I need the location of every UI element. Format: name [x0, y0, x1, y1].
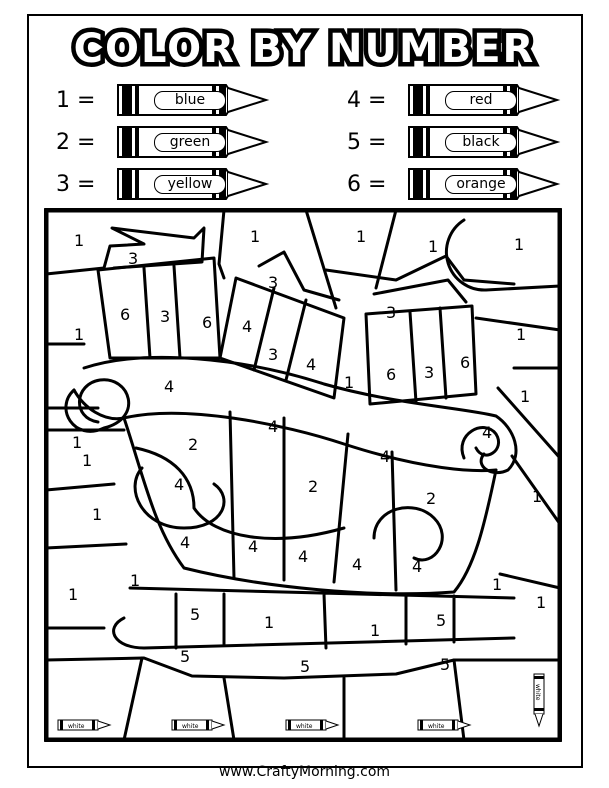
region-number: 4: [248, 537, 259, 556]
key-item-6: [347, 164, 567, 204]
region-number: 1: [492, 575, 503, 594]
region-number: 1: [82, 451, 93, 470]
region-number: 6: [202, 313, 213, 332]
region-number: 4: [352, 555, 363, 574]
region-number: 1: [72, 433, 83, 452]
region-numbers: [68, 227, 546, 676]
crayon-label: white: [68, 723, 85, 730]
region-number: 3: [128, 249, 139, 268]
region-number: 3: [424, 363, 435, 382]
crayon-label: black: [445, 133, 517, 152]
crayon-icon: [407, 124, 567, 160]
region-number: 1: [532, 487, 543, 506]
crayon-label: blue: [154, 91, 226, 110]
website-footer: www.CraftyMorning.com: [218, 764, 391, 780]
region-number: 1: [370, 621, 381, 640]
key-item-5: [347, 122, 567, 162]
region-number: 1: [536, 593, 547, 612]
region-number: 5: [300, 657, 311, 676]
region-number: 1: [344, 373, 355, 392]
crayon-label: yellow: [154, 175, 226, 194]
crayon-label: red: [445, 91, 517, 110]
region-number: 1: [264, 613, 275, 632]
crayon-label: green: [154, 133, 226, 152]
region-number: 1: [428, 237, 439, 256]
region-number: 5: [440, 655, 451, 674]
crayon-label: white: [534, 684, 541, 701]
region-number: 4: [180, 533, 191, 552]
crayon-label: white: [428, 723, 445, 730]
region-number: 3: [386, 303, 397, 322]
key-number: 6 =: [347, 171, 387, 197]
crayon-label: orange: [445, 175, 517, 194]
crayon-icon: [116, 124, 276, 160]
region-number: 1: [68, 585, 79, 604]
region-number: 3: [160, 307, 171, 326]
sleigh-picture: [44, 208, 562, 742]
region-number: 4: [412, 557, 423, 576]
key-item-4: [347, 80, 567, 120]
region-number: 6: [386, 365, 397, 384]
key-number: 4 =: [347, 87, 387, 113]
region-number: 4: [242, 317, 253, 336]
white-crayon-icon: [286, 720, 338, 730]
region-number: 3: [268, 345, 279, 364]
crayon-label: white: [296, 723, 313, 730]
region-number: 1: [516, 325, 527, 344]
crayon-icon: [116, 166, 276, 202]
key-item-1: [56, 80, 276, 120]
region-number: 4: [306, 355, 317, 374]
region-number: 1: [250, 227, 261, 246]
region-number: 4: [174, 475, 185, 494]
white-crayon-icon: [172, 720, 224, 730]
white-crayon-icon: [534, 674, 544, 726]
region-number: 4: [298, 547, 309, 566]
crayon-icon: [407, 166, 567, 202]
page-title: COLOR BY NUMBER: [73, 26, 536, 72]
region-number: 6: [460, 353, 471, 372]
key-number: 3 =: [56, 171, 96, 197]
crayon-label: white: [182, 723, 199, 730]
key-number: 5 =: [347, 129, 387, 155]
region-number: 3: [268, 273, 279, 292]
region-number: 2: [426, 489, 437, 508]
region-number: 1: [92, 505, 103, 524]
region-number: 5: [190, 605, 201, 624]
crayon-icon: [407, 82, 567, 118]
region-number: 5: [436, 611, 447, 630]
key-number: 1 =: [56, 87, 96, 113]
region-number: 1: [514, 235, 525, 254]
region-number: 1: [130, 571, 141, 590]
region-number: 1: [74, 325, 85, 344]
key-item-2: [56, 122, 276, 162]
region-number: 2: [188, 435, 199, 454]
key-item-3: [56, 164, 276, 204]
region-number: 5: [180, 647, 191, 666]
region-number: 4: [164, 377, 175, 396]
key-number: 2 =: [56, 129, 96, 155]
region-number: 2: [308, 477, 319, 496]
region-number: 1: [520, 387, 531, 406]
white-crayon-icon: [58, 720, 110, 730]
region-number: 4: [482, 423, 493, 442]
region-number: 6: [120, 305, 131, 324]
crayon-icon: [116, 82, 276, 118]
region-number: 4: [380, 447, 391, 466]
region-number: 4: [268, 417, 279, 436]
region-number: 1: [74, 231, 85, 250]
region-number: 1: [356, 227, 367, 246]
